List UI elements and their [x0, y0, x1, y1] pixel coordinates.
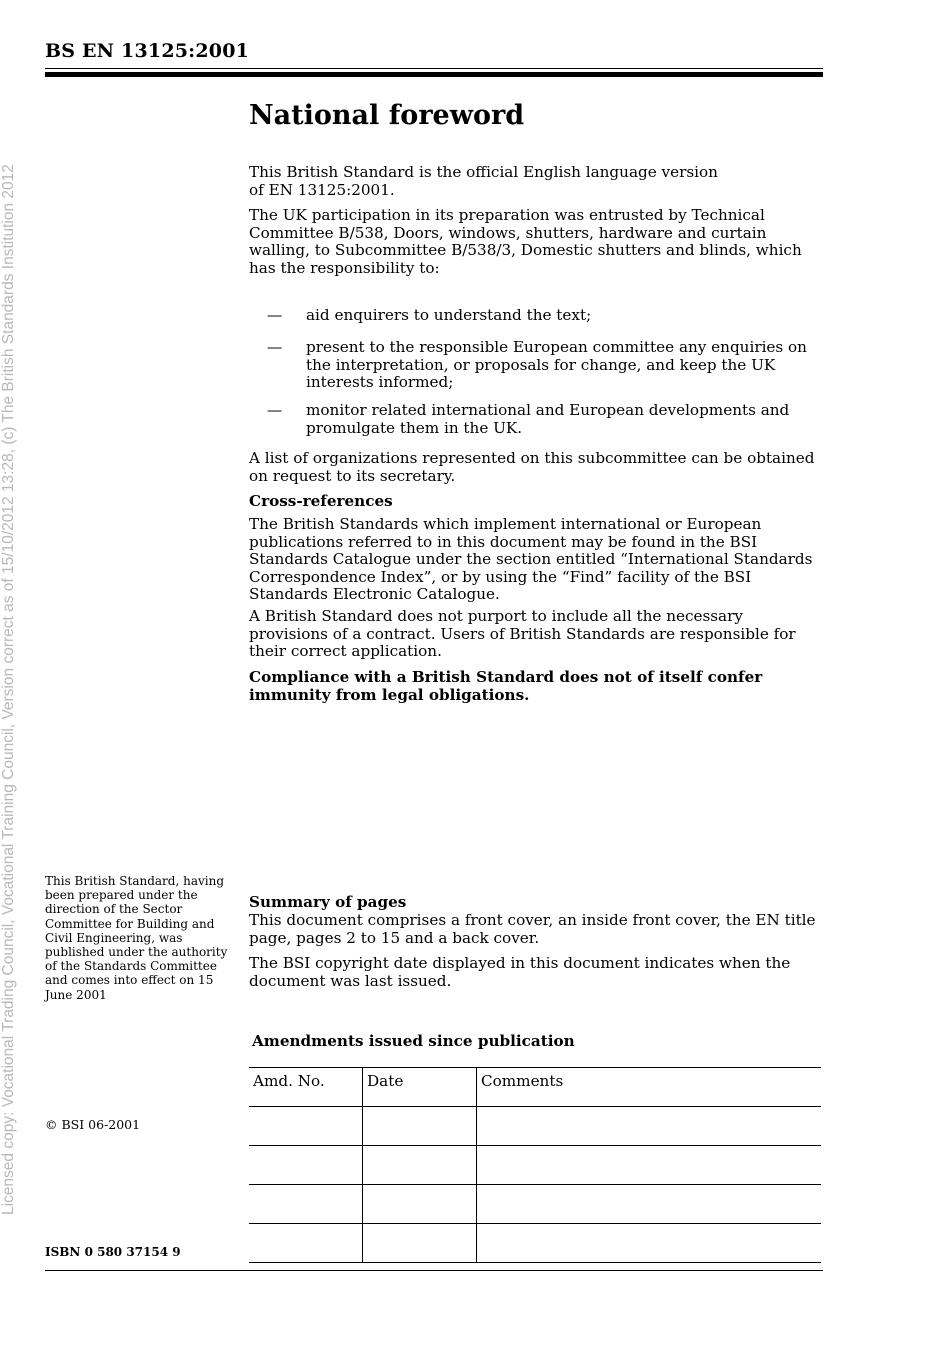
compliance-statement: Compliance with a British Standard does not of itself confer immunity from legal obligations. — [249, 668, 763, 704]
crossref-paragraph: The British Standards which implement international or European publications referred to in this document may be found in the BSI Standards Catalogue under the section entitled “International Standards Correspondence Index”, or by using the “Find” facility of the BSI Standards Electronic Catalogue. — [249, 515, 813, 603]
table-row — [249, 1224, 821, 1263]
crossref-heading: Cross-references — [249, 492, 393, 510]
header-rule-thick — [45, 72, 823, 77]
foreword-paragraph-3: A list of organizations represented on this subcommittee can be obtained on request to its secretary. — [249, 449, 815, 485]
summary-paragraph-1: This document comprises a front cover, an inside front cover, the EN title page, pages 2 to 15 and a back cover. — [249, 911, 816, 947]
summary-heading: Summary of pages — [249, 893, 407, 911]
table-row — [249, 1146, 821, 1185]
amendments-table — [249, 1067, 821, 1263]
column-header-amd-no: Amd. No. — [249, 1068, 363, 1107]
table-row — [249, 1107, 821, 1146]
summary-paragraph-2: The BSI copyright date displayed in this document indicates when the document was last issued. — [249, 954, 791, 990]
license-watermark: Licensed copy: Vocational Trading Council, Vocational Training Council, Version correct as of 15/10/2012 13:28, (c) The British Standards Institution 2012 — [0, 164, 17, 1215]
table-row — [249, 1185, 821, 1224]
foreword-paragraph-1: This British Standard is the official English language version of EN 13125:2001. — [249, 163, 718, 199]
header-rule-thin — [45, 68, 823, 69]
column-header-comments: Comments — [477, 1068, 822, 1107]
isbn: ISBN 0 580 37154 9 — [45, 1245, 181, 1259]
publication-note: This British Standard, having been prepared under the direction of the Sector Committee for Building and Civil Engineering, was published under the authority of the Standards Committee and comes into effect on 15 June 2001 — [45, 874, 228, 1002]
column-header-date: Date — [363, 1068, 477, 1107]
page-heading: National foreword — [249, 100, 525, 131]
copyright-notice: © BSI 06-2001 — [45, 1117, 141, 1132]
document-id: BS EN 13125:2001 — [45, 40, 250, 62]
foreword-paragraph-2: The UK participation in its preparation was entrusted by Technical Committee B/538, Doors, windows, shutters, hardware and curtain walling, to Subcommittee B/538/3, Domestic shutters and blinds, which has the responsibility to: — [249, 206, 802, 277]
provisions-paragraph: A British Standard does not purport to include all the necessary provisions of a contract. Users of British Standards are responsible for their correct application. — [249, 607, 796, 660]
amendments-title: Amendments issued since publication — [252, 1032, 575, 1050]
footer-rule — [45, 1270, 823, 1271]
table-header-row — [249, 1068, 821, 1107]
